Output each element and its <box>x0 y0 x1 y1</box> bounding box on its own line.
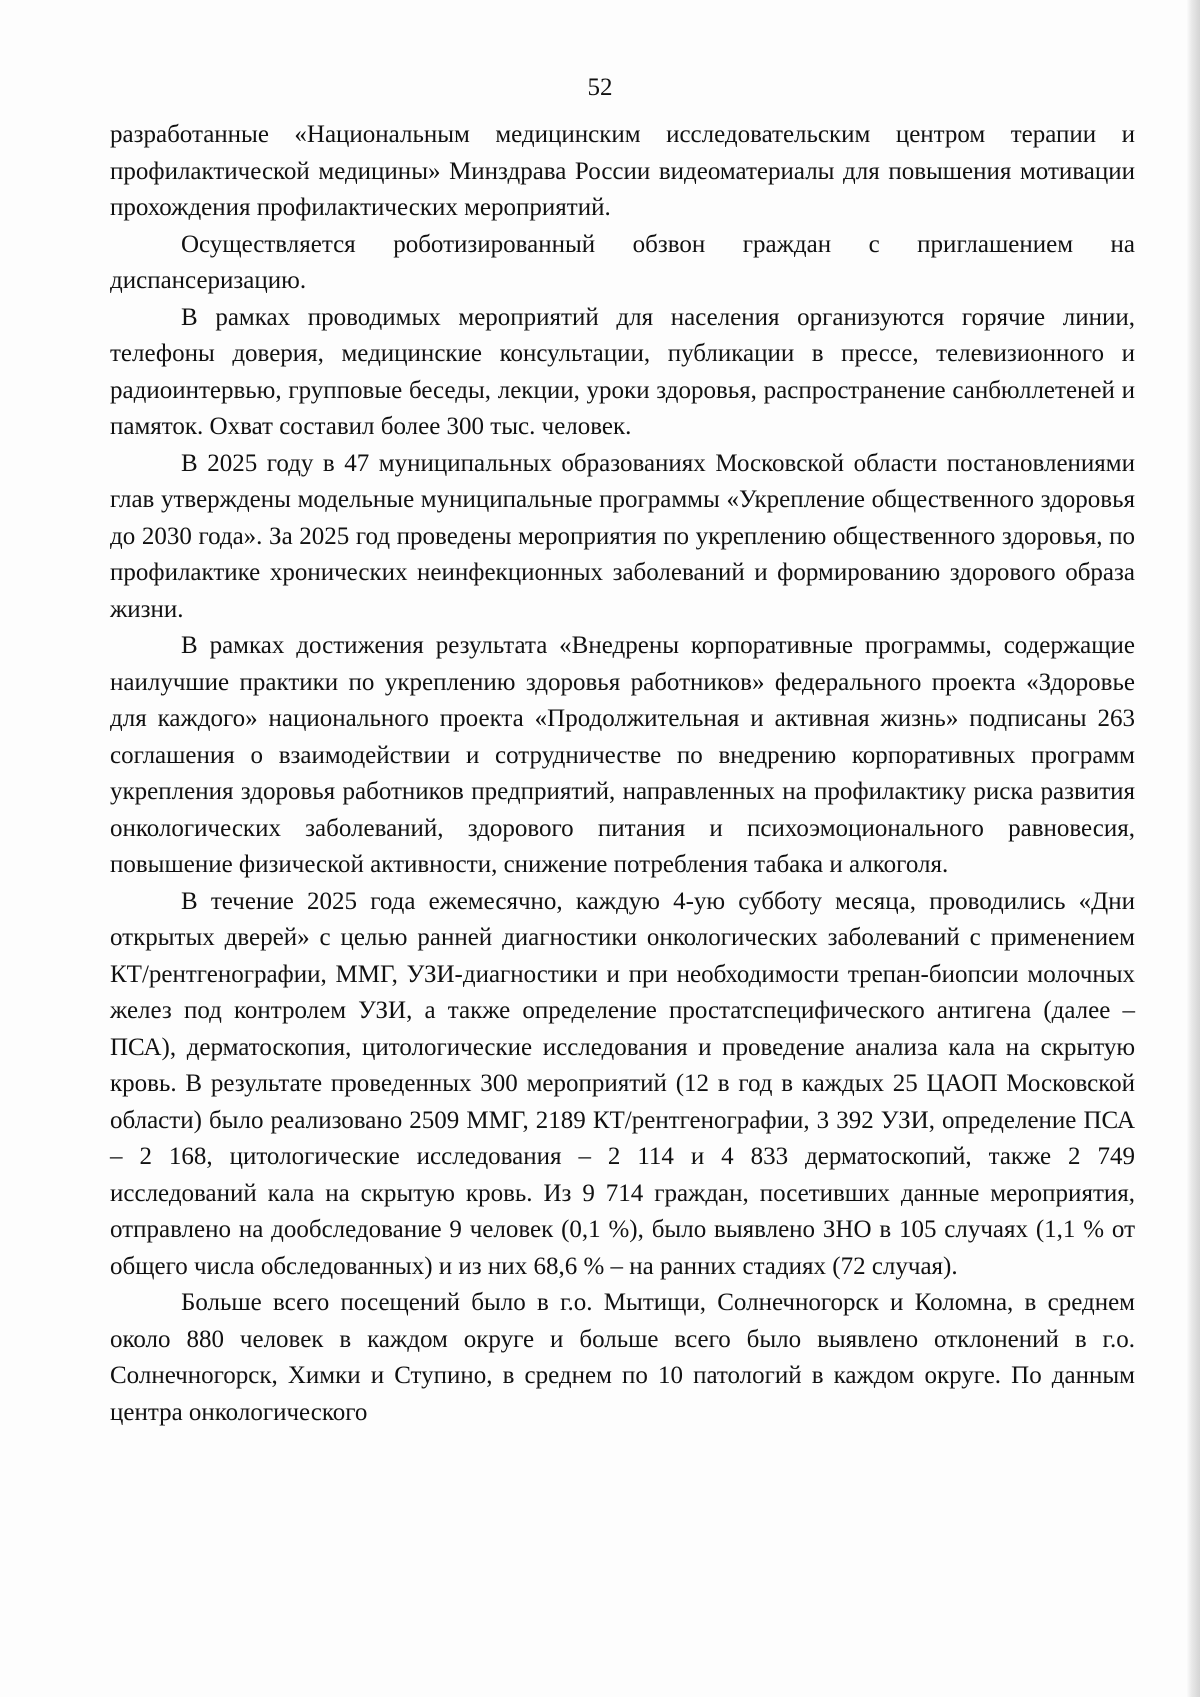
paragraph-open-days: В течение 2025 года ежемесячно, каждую 4-ую субботу месяца, проводились «Дни открытых дверей» с целью ранней диагностики онкологических заболеваний с применением КТ/рентгенографии, ММГ, УЗИ-диагностики и при необходимости трепан-биопсии молочных желез под контролем УЗИ, а также определение простатспецифического антигена (далее – ПСА), дерматоскопия, цитологические исследования и проведение анализа кала на скрытую кровь. В результате проведенных 300 мероприятий (12 в год в каждых 25 ЦАОП Московской области) было реализовано 2509 ММГ, 2189 КТ/рентгенографии, 3 392 УЗИ, определение ПСА – 2 168, цитологические исследования – 2 114 и 4 833 дерматоскопий, также 2 749 исследований кала на скрытую кровь. Из 9 714 граждан, посетивших данные мероприятия, отправлено на дообследование 9 человек (0,1 %), было выявлено ЗНО в 105 случаях (1,1 % от общего числа обследованных) и из них 68,6 % – на ранних стадиях (72 случая). <box>110 887 1135 1280</box>
page-number: 52 <box>587 74 613 101</box>
paragraph-videomaterials: разработанные «Национальным медицинским исследовательским центром терапии и профилактической медицины» Минздрава России видеоматериалы для повышения мотивации прохождения профилактических мероприятий. <box>110 121 1135 221</box>
document-body <box>110 117 1135 1431</box>
paragraph-robot-calls: Осуществляется роботизированный обзвон граждан с приглашением на диспансеризацию. <box>110 230 1135 294</box>
paragraph-corporate-programs: В рамках достижения результата «Внедрены корпоративные программы, содержащие наилучшие практики по укреплению здоровья работников» федерального проекта «Здоровье для каждого» национального проекта «Продолжительная и активная жизнь» подписаны 263 соглашения о взаимодействии и сотрудничестве по внедрению корпоративных программ укрепления здоровья работников предприятий, направленных на профилактику риска развития онкологических заболеваний, здорового питания и психоэмоционального равновесия, повышение физической активности, снижение потребления табака и алкоголя. <box>110 632 1135 878</box>
scan-edge-shadow <box>1186 0 1200 1697</box>
paragraph-municipal-programs: В 2025 году в 47 муниципальных образованиях Московской области постановлениями глав утверждены модельные муниципальные программы «Укрепление общественного здоровья до 2030 года». За 2025 год проведены мероприятия по укреплению общественного здоровья, по профилактике хронических неинфекционных заболеваний и формированию здорового образа жизни. <box>110 449 1135 623</box>
paragraph-most-visits: Больше всего посещений было в г.о. Мытищи, Солнечногорск и Коломна, в среднем около 880 человек в каждом округе и больше всего было выявлено отклонений в г.о. Солнечногорск, Химки и Ступино, в среднем по 10 патологий в каждом округе. По данным центра онкологического <box>110 1289 1135 1426</box>
paragraph-hotlines: В рамках проводимых мероприятий для населения организуются горячие линии, телефоны доверия, медицинские консультации, публикации в прессе, телевизионного и радиоинтервью, групповые беседы, лекции, уроки здоровья, распространение санбюллетеней и памяток. Охват составил более 300 тыс. человек. <box>110 303 1135 440</box>
